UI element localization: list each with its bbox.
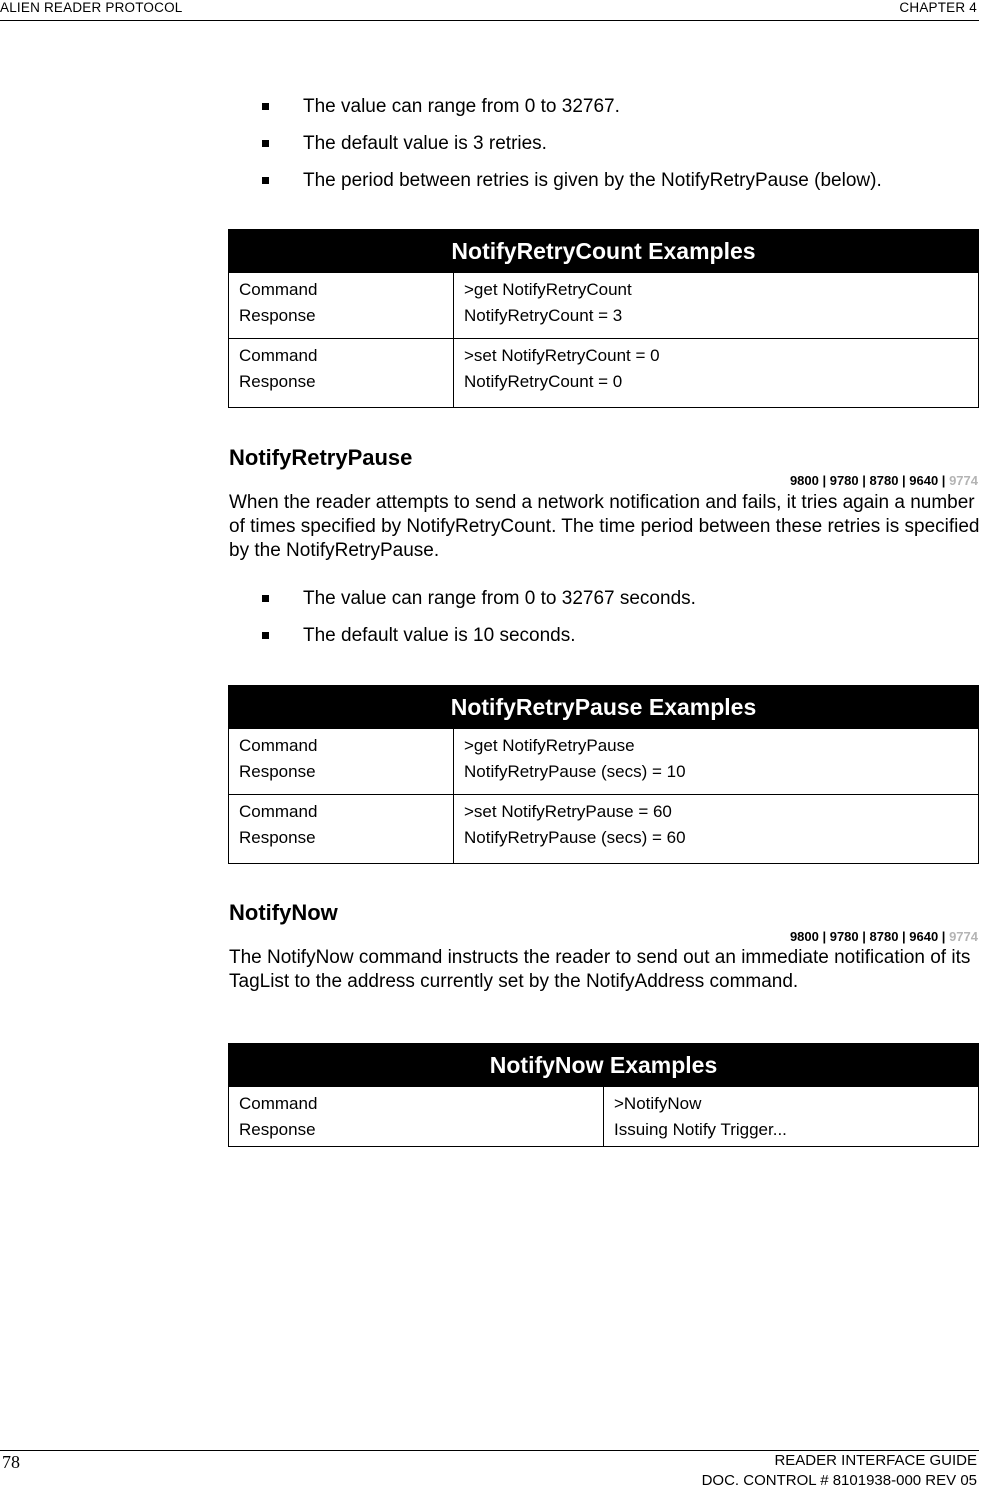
page-number: 78 xyxy=(2,1452,20,1472)
square-bullet-icon xyxy=(262,140,269,147)
square-bullet-icon xyxy=(262,103,269,110)
supported-models: 9800 | 9780 | 8780 | 9640 | 9774 xyxy=(789,929,978,944)
footer-doc-control: DOC. CONTROL # 8101938-000 REV 05 xyxy=(701,1472,977,1489)
list-item: The period between retries is given by the NotifyRetryPause (below). xyxy=(262,162,882,199)
notifyretrypause-examples-table xyxy=(228,685,979,864)
section-paragraph: When the reader attempts to send a network notification and fails, it tries again a number of times specified by NotifyRetryCount. The time period between these retries is specified by the NotifyRetryPause. xyxy=(229,492,980,561)
section-paragraph: The NotifyNow command instructs the reader to send out an immediate notification of its TagList to the address currently set by the NotifyAddress command. xyxy=(229,947,971,992)
intro-bullet-list xyxy=(262,88,882,199)
list-item: The value can range from 0 to 32767 seconds. xyxy=(262,580,696,617)
table-row: Command Response >get NotifyRetryCount NotifyRetryCount = 3 xyxy=(229,273,979,339)
footer-rule xyxy=(0,1450,979,1451)
list-item: The value can range from 0 to 32767. xyxy=(262,88,882,125)
table-title: NotifyRetryCount Examples xyxy=(229,230,979,273)
notifyretrycount-examples-table xyxy=(228,229,979,408)
table-title: NotifyRetryPause Examples xyxy=(229,686,979,729)
square-bullet-icon xyxy=(262,632,269,639)
running-header-left: ALIEN READER PROTOCOL xyxy=(0,0,183,15)
table-row: Command Response >NotifyNow Issuing Notify Trigger... xyxy=(229,1087,979,1147)
square-bullet-icon xyxy=(262,595,269,602)
notifynow-examples-table xyxy=(228,1043,979,1147)
supported-models: 9800 | 9780 | 8780 | 9640 | 9774 xyxy=(789,473,978,488)
list-item: The default value is 3 retries. xyxy=(262,125,882,162)
section-title-notifyretrypause: NotifyRetryPause xyxy=(229,445,413,470)
table-title: NotifyNow Examples xyxy=(229,1044,979,1087)
header-rule xyxy=(0,20,979,21)
list-item: The default value is 10 seconds. xyxy=(262,617,696,654)
footer-guide-title: READER INTERFACE GUIDE xyxy=(774,1452,977,1469)
table-row: Command Response >get NotifyRetryPause NotifyRetryPause (secs) = 10 xyxy=(229,729,979,795)
square-bullet-icon xyxy=(262,177,269,184)
table-row: Command Response >set NotifyRetryPause = 60 NotifyRetryPause (secs) = 60 xyxy=(229,795,979,864)
pause-bullet-list xyxy=(262,580,696,654)
running-header-right: CHAPTER 4 xyxy=(899,0,977,15)
table-row: Command Response >set NotifyRetryCount = 0 NotifyRetryCount = 0 xyxy=(229,339,979,408)
section-title-notifynow: NotifyNow xyxy=(229,900,338,925)
